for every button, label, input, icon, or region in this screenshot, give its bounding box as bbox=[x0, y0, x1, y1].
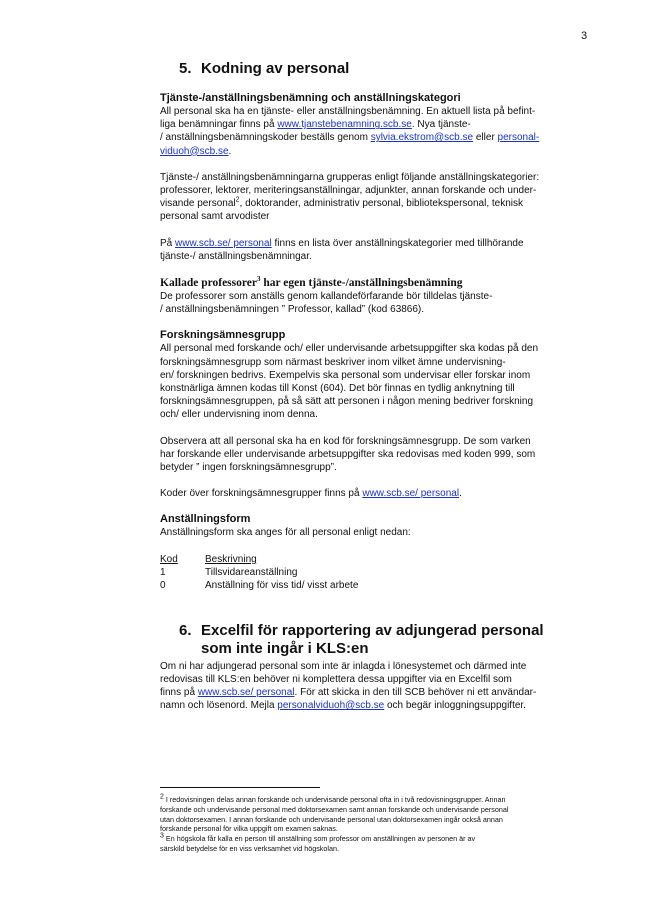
text-line: finns en lista över anställningskategorier med tillhörande bbox=[271, 237, 524, 249]
link-personalviduoh-email-2[interactable]: personalviduoh@scb.se bbox=[277, 700, 385, 712]
table-row bbox=[160, 579, 358, 592]
footnotes bbox=[160, 795, 590, 854]
table-cell-beskrivning: Anställning för viss tid/ visst arbete bbox=[205, 579, 359, 591]
text-line: forskningsämnesgrupp som närmast beskriver inom vilket ämne undervisning- bbox=[160, 356, 506, 368]
text-line: visande personal bbox=[160, 198, 236, 210]
text-line: en/ forskningen bedrivs. Exempelvis ska personal som undervisar eller forskar inom bbox=[160, 369, 531, 381]
footnote-ref-2[interactable]: 2 bbox=[235, 196, 240, 204]
subheading-kallade-professorer bbox=[160, 276, 590, 290]
section-6-heading bbox=[179, 622, 590, 658]
subheading-forskningsamnesgrupp: Forskningsämnesgrupp bbox=[160, 329, 286, 342]
text-line: De professorer som anställs genom kallandeförfarande bör tilldelas tjänste- bbox=[160, 291, 493, 303]
paragraph-anstallningsform: Anställningsform ska anges för all personal enligt nedan: bbox=[160, 527, 411, 539]
table-row bbox=[160, 566, 358, 579]
section-5-number: 5. bbox=[179, 60, 192, 77]
paragraph-kategorier bbox=[160, 171, 590, 224]
text-line: Om ni har adjungerad personal som inte är inlagda i lönesystemet och därmed inte bbox=[160, 660, 527, 672]
text-line: . bbox=[459, 488, 462, 500]
table-cell-beskrivning: Tillsvidareanställning bbox=[205, 566, 298, 578]
footnote-divider bbox=[160, 787, 320, 788]
paragraph-benamning bbox=[160, 105, 590, 158]
table-cell-kod: 0 bbox=[160, 579, 166, 591]
text-line: På bbox=[160, 237, 176, 249]
subheading-anstallningsform: Anställningsform bbox=[160, 513, 251, 526]
link-sylvia-email[interactable]: sylvia.ekstrom@scb.se bbox=[370, 132, 474, 144]
page-number: 3 bbox=[581, 30, 588, 42]
link-personalviduoh-email-b[interactable]: viduoh@scb.se bbox=[160, 145, 229, 157]
section-5-title: Kodning av personal bbox=[201, 60, 350, 77]
footnote-text: forskande personal för vilka uppgift om examen saknas. bbox=[160, 824, 338, 834]
link-scb-personal-3[interactable]: www.scb.se/ personal bbox=[197, 687, 295, 699]
footnote-mark: 2 bbox=[160, 793, 164, 801]
text-line: professorer, lektorer, meriteringsanställningar, adjunkter, annan forskande och under- bbox=[160, 185, 537, 197]
text-line: tjänste-/ anställningsbenämningar. bbox=[160, 250, 312, 262]
paragraph-forskning bbox=[160, 342, 590, 421]
column-header-beskrivning: Beskrivning bbox=[205, 553, 257, 565]
text-line: eller bbox=[473, 132, 498, 144]
paragraph-kallade bbox=[160, 290, 590, 316]
text-line: forskningsämnesgruppen, på så sätt att personen i någon mening bedriver forskning bbox=[160, 396, 534, 408]
footnote-2 bbox=[160, 795, 590, 834]
footnote-ref-3[interactable]: 3 bbox=[257, 275, 261, 284]
text-line: personal samt arvodister bbox=[160, 211, 270, 223]
subheading-tjanstebenamning: Tjänste-/anställningsbenämning och anställningskategori bbox=[160, 92, 461, 104]
text-line: / anställningsbenämningen ” Professor, kallad” (kod 63866). bbox=[160, 304, 425, 316]
footnote-3 bbox=[160, 834, 590, 854]
text-line: / anställningsbenämningskoder beställs genom bbox=[160, 132, 371, 144]
text-line: . bbox=[228, 145, 232, 157]
text-span: har egen tjänste-/anställningsbenämning bbox=[260, 277, 463, 290]
paragraph-observera bbox=[160, 435, 590, 475]
table-header-row bbox=[160, 553, 358, 566]
text-span: Kallade professorer bbox=[160, 277, 257, 290]
text-line: . Nya tjänste- bbox=[411, 119, 471, 131]
footnote-text: utan doktorsexamen. I annan forskande och undervisande personal utan doktorsexamen ingår också annan bbox=[160, 814, 503, 824]
footnote-text: En högskola får kalla en person till anställning som professor om anställningen av personen är av bbox=[163, 834, 476, 844]
section-6-title-line-2: som inte ingår i KLS:en bbox=[201, 639, 369, 657]
text-line: finns på bbox=[160, 687, 198, 699]
paragraph-excelfil bbox=[160, 660, 590, 713]
link-scb-personal-1[interactable]: www.scb.se/ personal bbox=[175, 237, 272, 249]
text-line: liga benämningar finns på bbox=[160, 119, 278, 131]
text-line: och/ eller undervisning inom denna. bbox=[160, 409, 318, 421]
text-line: Koder över forskningsämnesgrupper finns på bbox=[160, 488, 363, 500]
text-line: betyder ” ingen forskningsämnesgrupp”. bbox=[160, 462, 337, 474]
section-6-title-line-1: Excelfil för rapportering av adjungerad personal bbox=[201, 621, 544, 639]
footnote-text: särskild betydelse för en viss verksamhet vid högskolan. bbox=[160, 843, 339, 853]
text-line: namn och lösenord. Mejla bbox=[160, 700, 278, 712]
link-scb-personal-2[interactable]: www.scb.se/ personal bbox=[362, 488, 460, 500]
text-line: All personal med forskande och/ eller undervisande arbetsuppgifter ska kodas på den bbox=[160, 343, 539, 355]
text-line: och begär inloggningsuppgifter. bbox=[384, 700, 526, 712]
text-line: , doktorander, administrativ personal, bibliotekspersonal, teknisk bbox=[239, 198, 523, 210]
footnote-text: forskande och undervisande personal med doktorsexamen samt annan forskande och undervisande personal bbox=[160, 804, 509, 814]
paragraph-koder bbox=[160, 487, 590, 500]
column-header-kod: Kod bbox=[160, 553, 178, 565]
text-line: redovisas till KLS:en behöver ni komplettera dessa uppgifter via en Excelfil som bbox=[160, 673, 512, 685]
table-cell-kod: 1 bbox=[160, 566, 166, 578]
paragraph-lista bbox=[160, 237, 590, 263]
link-personalviduoh-email-a[interactable]: personal- bbox=[497, 132, 540, 144]
text-line: All personal ska ha en tjänste- eller anställningsbenämning. En aktuell lista på befint- bbox=[160, 106, 536, 117]
text-line: har forskande eller undervisande arbetsuppgifter ska redovisas med koden 999, som bbox=[160, 448, 536, 460]
link-tjanstebenamning[interactable]: www.tjanstebenamning.scb.se bbox=[277, 119, 412, 131]
section-6-number: 6. bbox=[179, 621, 192, 639]
footnote-mark: 3 bbox=[160, 832, 164, 840]
section-5-heading bbox=[179, 60, 590, 78]
text-line: . För att skicka in den till SCB behöver ni ett användar- bbox=[294, 687, 537, 699]
text-line: Observera att all personal ska ha en kod för forskningsämnesgrupp. De som varken bbox=[160, 435, 531, 447]
anstallningsform-table bbox=[160, 553, 358, 592]
text-line: konstnärliga ämnen kodas till Konst (604). Det bör finnas en tydlig anknytning till bbox=[160, 383, 515, 395]
footnote-text: I redovisningen delas annan forskande och undervisande personal ofta in i två redovisningsgrupper. Annan bbox=[163, 795, 506, 804]
document-body bbox=[160, 60, 590, 712]
text-line: Tjänste-/ anställningsbenämningarna grupperas enligt följande anställningskategorier: bbox=[160, 171, 540, 183]
